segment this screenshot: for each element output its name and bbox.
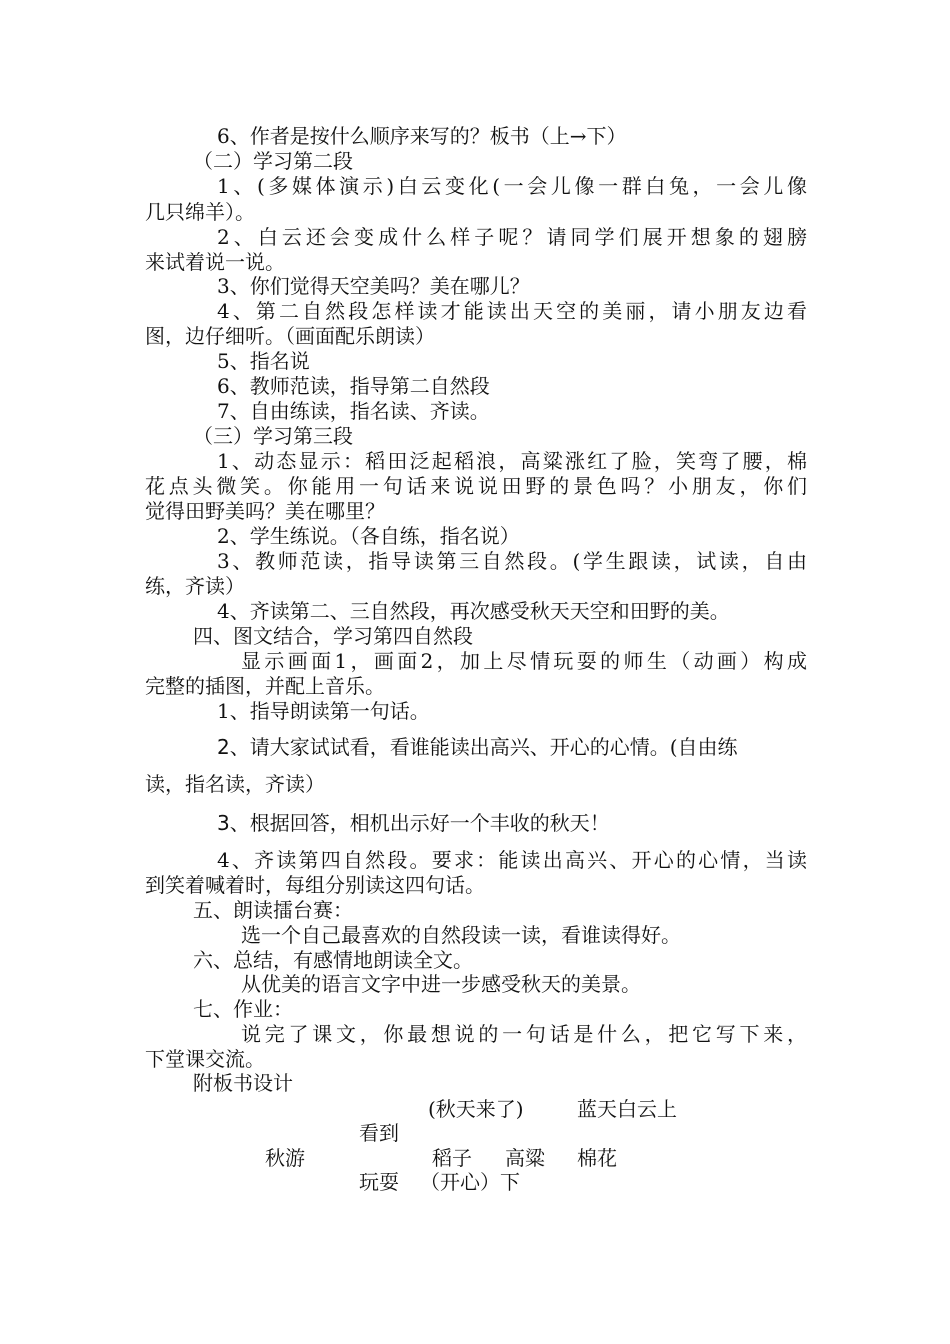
- line-4-4a: 4、齐读第四自然段。要求：能读出高兴、开心的心情，当读: [217, 848, 807, 872]
- line-2-4a: 4、第二自然段怎样读才能读出天空的美丽，请小朋友边看: [217, 299, 807, 323]
- line-2-1b: 几只绵羊）。: [145, 200, 255, 224]
- board-happy: （开心）下: [420, 1170, 520, 1194]
- line-4-4b: 到笑着喊着时，每组分别读这四句话。: [145, 873, 485, 897]
- line-7-body-b: 下堂课交流。: [145, 1047, 265, 1071]
- line-3-4: 4、齐读第二、三自然段，再次感受秋天天空和田野的美。: [217, 599, 730, 623]
- line-3-1b: 花点头微笑。你能用一句话来说说田野的景色吗？小朋友，你们: [145, 474, 807, 498]
- section-seven-heading: 七、作业：: [193, 997, 293, 1021]
- line-2-1a: 1、(多媒体演示)白云变化(一会儿像一群白兔，一会儿像: [217, 174, 807, 198]
- board-rice: 稻子: [432, 1146, 472, 1170]
- line-6-body: 从优美的语言文字中进一步感受秋天的美景。: [241, 972, 641, 996]
- line-7-body-a: 说完了课文，你最想说的一句话是什么，把它写下来，: [241, 1022, 807, 1046]
- board-design-heading: 附板书设计: [193, 1071, 293, 1095]
- line-4-3-number: 3: [217, 811, 230, 835]
- board-autumn-came: (秋天来了): [428, 1097, 524, 1121]
- board-play: 玩耍: [359, 1170, 399, 1194]
- section-two-heading: （二）学习第二段: [193, 149, 353, 173]
- line-3-3a: 3、教师范读，指导读第三自然段。(学生跟读，试读，自由: [217, 549, 807, 573]
- line-4-1: 1、指导朗读第一句话。: [217, 699, 430, 723]
- section-four-heading: 四、图文结合，学习第四自然段: [193, 624, 473, 648]
- line-2-2a: 2、白云还会变成什么样子呢？请同学们展开想象的翅膀: [217, 225, 807, 249]
- section-three-heading: （三）学习第三段: [193, 424, 353, 448]
- line-4-3: 、根据回答，相机出示好一个丰收的秋天！: [229, 811, 610, 835]
- line-2-7: 7、自由练读，指名读、齐读。: [217, 399, 490, 423]
- line-3-3b: 练，齐读）: [145, 574, 245, 598]
- section-five-heading: 五、朗读擂台赛：: [193, 898, 353, 922]
- board-cotton: 棉花: [577, 1146, 617, 1170]
- line-2-2b: 来试着说一说。: [145, 250, 285, 274]
- line-4-2a: 、请大家试试看，看谁能读出高兴、开心的心情。(自由练: [229, 735, 738, 759]
- line-4-intro-a: 显示画面1，画面2，加上尽情玩耍的师生（动画）构成: [241, 649, 807, 673]
- line-order-question: 6、作者是按什么顺序来写的？板书（上→下）: [217, 124, 627, 148]
- board-see: 看到: [359, 1121, 399, 1145]
- line-4-2b: 读，指名读，齐读）: [145, 772, 325, 796]
- board-sorghum: 高粱: [505, 1146, 545, 1170]
- line-3-2: 2、学生练说。（各自练，指名说）: [217, 524, 520, 548]
- board-trip: 秋游: [265, 1146, 305, 1170]
- line-2-6: 6、教师范读，指导第二自然段: [217, 374, 490, 398]
- line-2-3: 3、你们觉得天空美吗？美在哪儿？: [217, 274, 530, 298]
- line-3-1c: 觉得田野美吗？美在哪里？: [145, 499, 385, 523]
- board-sky: 蓝天白云上: [577, 1097, 677, 1121]
- line-2-5: 5、指名说: [217, 349, 310, 373]
- line-5-body: 选一个自己最喜欢的自然段读一读，看谁读得好。: [241, 923, 681, 947]
- line-4-2a-wrap: [217, 735, 807, 759]
- line-4-3-wrap: [217, 811, 879, 835]
- line-2-4b: 图，边仔细听。（画面配乐朗读）: [145, 324, 435, 348]
- line-4-intro-b: 完整的插图，并配上音乐。: [145, 674, 385, 698]
- line-4-2-number: 2: [217, 735, 230, 759]
- line-3-1a: 1、动态显示：稻田泛起稻浪，高粱涨红了脸，笑弯了腰，棉: [217, 449, 807, 473]
- section-six-heading: 六、总结，有感情地朗读全文。: [193, 948, 473, 972]
